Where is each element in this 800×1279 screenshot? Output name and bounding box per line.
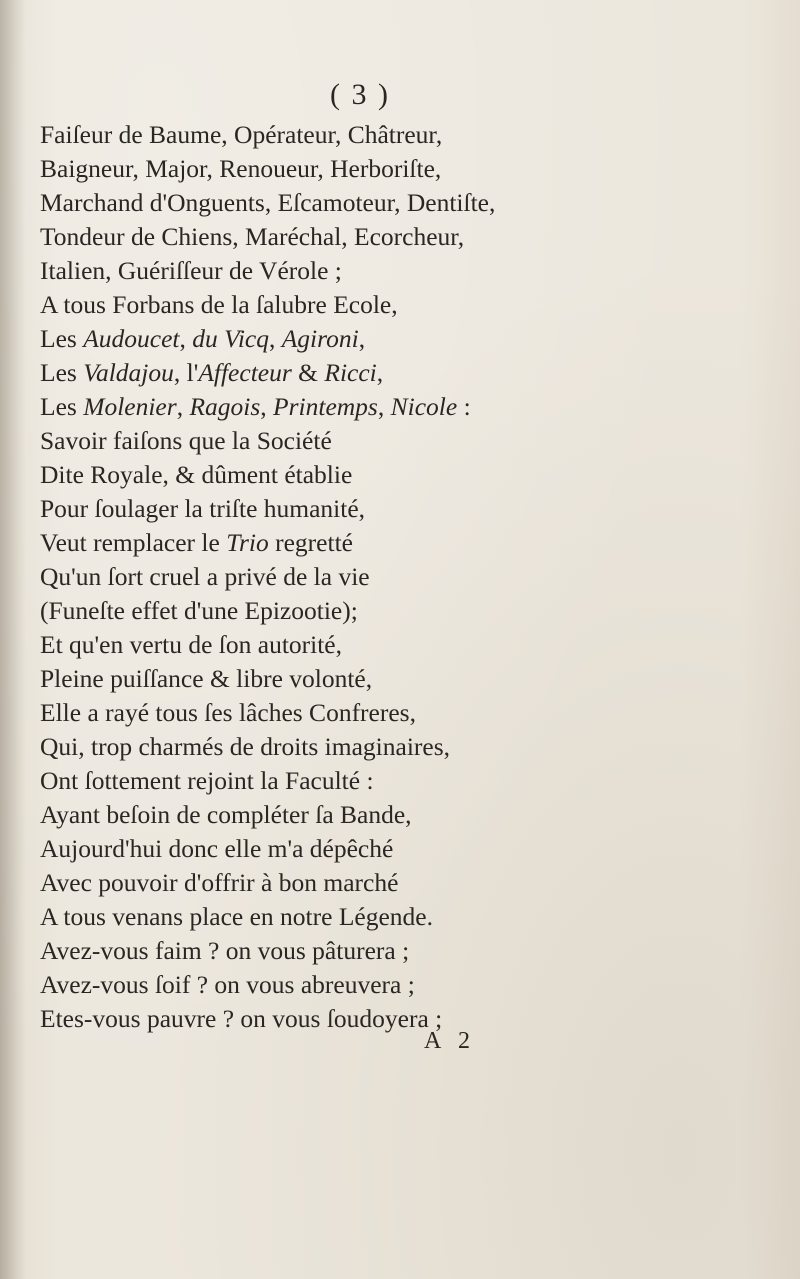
verse-text-segment: , [176, 392, 190, 421]
verse-line: Etes-vous pauvre ? on vous ſoudoyera ; [40, 1004, 443, 1033]
verse-text-segment: , [260, 392, 274, 421]
verse-line: Pour ſoulager la triſte humanité, [40, 494, 366, 523]
verse-text-segment: , [268, 324, 282, 353]
verse-text-segment: , [376, 358, 384, 387]
verse-line: Qui, trop charmés de droits imaginaires, [40, 732, 451, 761]
proper-name: du Vicq [192, 324, 269, 353]
verse-line: Savoir faiſons que la Société [40, 426, 332, 455]
verse-text-segment: : [457, 392, 471, 421]
italic-word: Trio [226, 528, 269, 557]
verse-line: Ont ſottement rejoint la Faculté : [40, 766, 374, 795]
verse-text-segment: , l' [173, 358, 199, 387]
proper-name: Agironi [281, 324, 359, 353]
verse-line: Avez-vous ſoif ? on vous abreuvera ; [40, 970, 415, 999]
verse-line: Et qu'en vertu de ſon autorité, [40, 630, 343, 659]
signature-mark: A 2 [424, 1028, 477, 1054]
proper-name: Ragois [189, 392, 261, 421]
verse-line: Italien, Guériſſeur de Vérole ; [40, 256, 342, 285]
verse-text-segment: Les [40, 392, 84, 421]
verse-text [40, 118, 780, 1036]
gutter-shadow [0, 0, 26, 1279]
verse-line: Aujourd'hui donc elle m'a dépêché [40, 834, 394, 863]
verse-line: Ayant beſoin de compléter ſa Bande, [40, 800, 412, 829]
proper-name: Printemps [273, 392, 378, 421]
proper-name: Valdajou [83, 358, 174, 387]
verse-text-segment: regretté [268, 528, 353, 557]
verse-line: Tondeur de Chiens, Maréchal, Ecorcheur, [40, 222, 465, 251]
proper-name: Ricci [324, 358, 377, 387]
verse-text-segment: , [358, 324, 366, 353]
verse-line: Marchand d'Onguents, Eſcamoteur, Dentiſte, [40, 188, 496, 217]
verse-line: Elle a rayé tous ſes lâches Confreres, [40, 698, 416, 727]
verse-line: Avez-vous faim ? on vous pâturera ; [40, 936, 410, 965]
verse-line: Dite Royale, & dûment établie [40, 460, 353, 489]
verse-line: Avec pouvoir d'offrir à bon marché [40, 868, 399, 897]
page-number: ( 3 ) [330, 78, 390, 111]
verse-line-names [40, 390, 780, 424]
verse-line: A tous venans place en notre Légende. [40, 902, 433, 931]
verse-text-segment: Les [40, 324, 84, 353]
proper-name: Audoucet [83, 324, 180, 353]
verse-line: (Funeſte effet d'une Epizootie); [40, 596, 358, 625]
verse-line-trio [40, 526, 780, 560]
verse-line: Faiſeur de Baume, Opérateur, Châtreur, [40, 120, 443, 149]
verse-line: Pleine puiſſance & libre volonté, [40, 664, 373, 693]
proper-name: Affecteur [198, 358, 292, 387]
verse-line: Qu'un ſort cruel a privé de la vie [40, 562, 370, 591]
verse-line-names [40, 356, 780, 390]
proper-name: Molenier [83, 392, 177, 421]
verse-line-names [40, 322, 780, 356]
verse-text-segment: Veut remplacer le [40, 528, 227, 557]
verse-line: Baigneur, Major, Renoueur, Herboriſte, [40, 154, 442, 183]
verse-line: A tous Forbans de la ſalubre Ecole, [40, 290, 398, 319]
verse-text-segment: & [291, 358, 325, 387]
verse-text-segment: Les [40, 358, 84, 387]
verse-text-segment: , [179, 324, 193, 353]
proper-name: Nicole [390, 392, 458, 421]
verse-text-segment: , [377, 392, 391, 421]
